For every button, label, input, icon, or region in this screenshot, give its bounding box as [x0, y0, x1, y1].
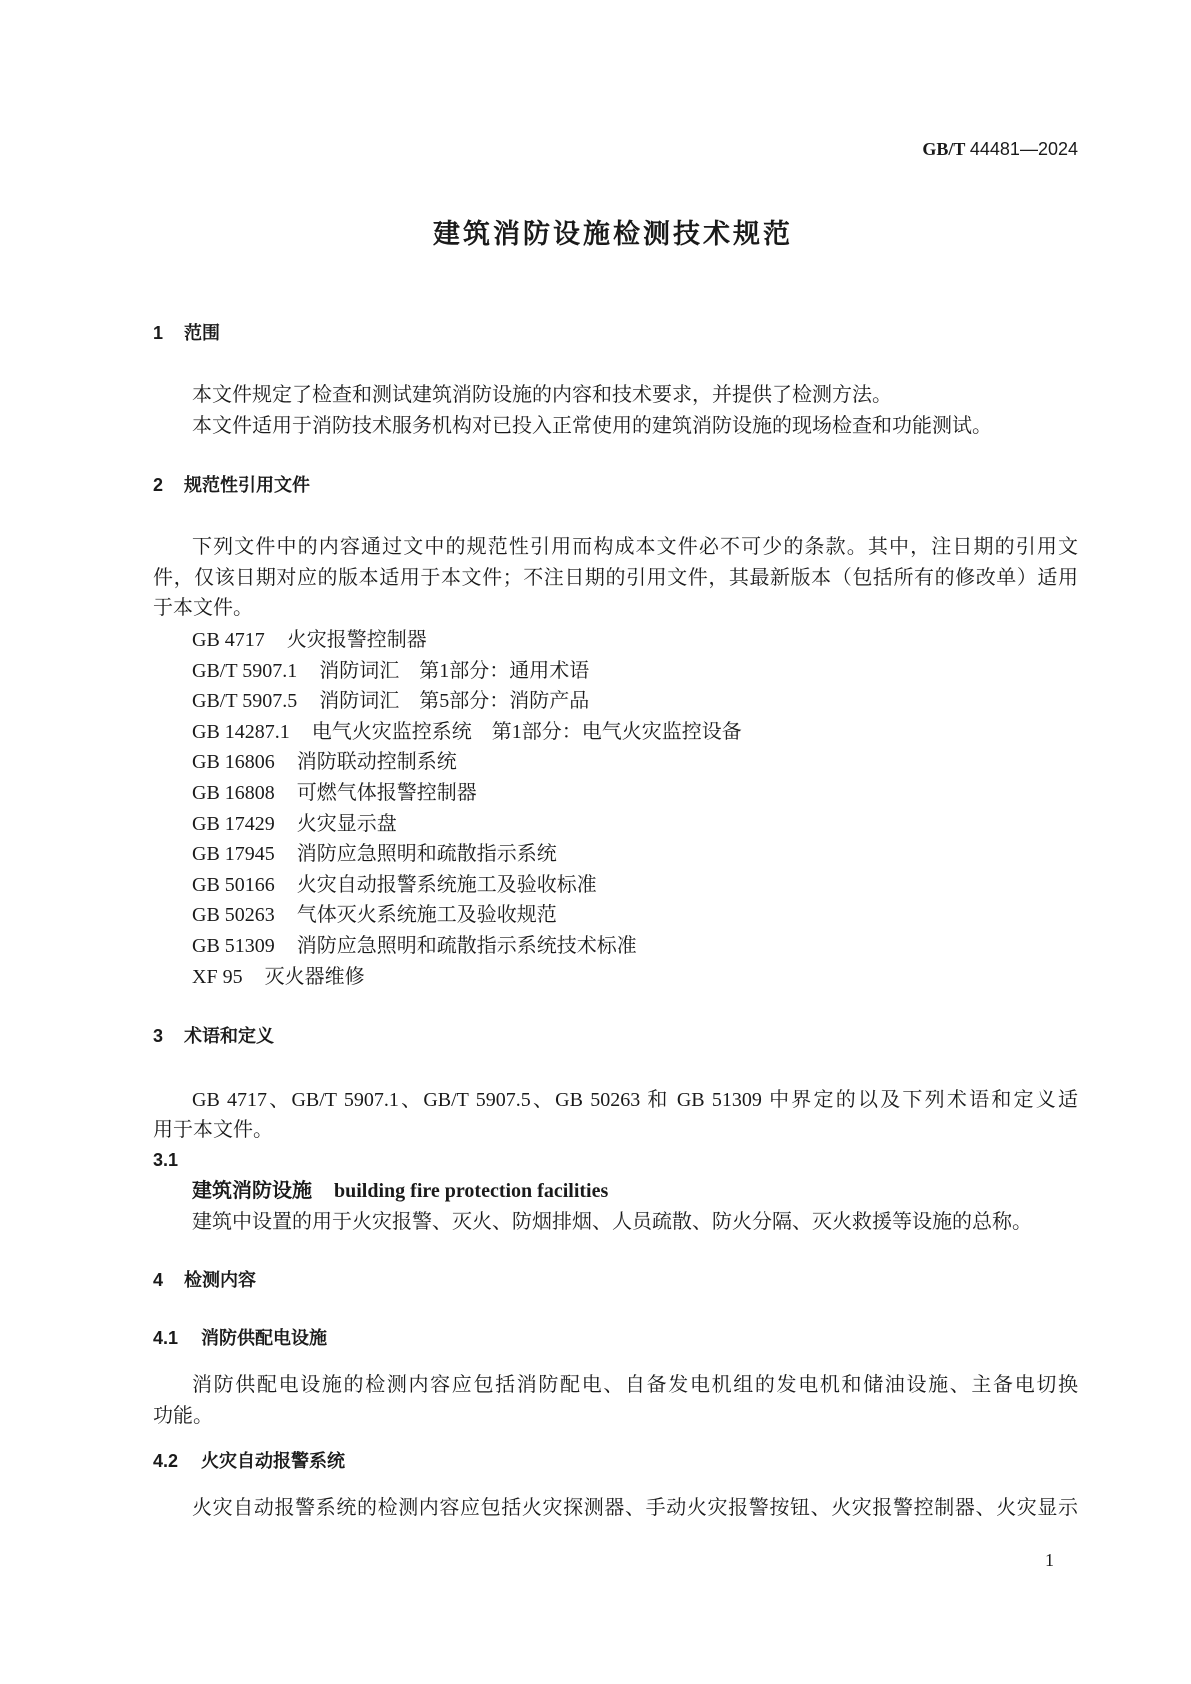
- section-heading-1: [153, 321, 220, 345]
- subsection-heading-4-2: [153, 1449, 345, 1473]
- paragraph-line: 功能。: [153, 1405, 213, 1427]
- reference-item: [192, 659, 589, 683]
- reference-code: GB 51309: [192, 935, 275, 957]
- reference-code: GB 50166: [192, 873, 275, 896]
- paragraph-line: 件，仅该日期对应的版本适用于本文件；不注日期的引用文件，其最新版本（包括所有的修改单）适用: [153, 567, 1078, 589]
- reference-title: 火灾报警控制器: [286, 629, 427, 651]
- reference-code: GB 17429: [192, 812, 275, 835]
- section-heading-4: [153, 1268, 256, 1292]
- subsection-heading-4-1: [153, 1326, 327, 1350]
- reference-item: [192, 812, 397, 836]
- paragraph-line: 下列文件中的内容通过文中的规范性引用而构成本文件必不可少的条款。其中，注日期的引用文: [192, 536, 1078, 558]
- reference-title: 电气火灾监控系统 第1部分：电气火灾监控设备: [311, 720, 742, 743]
- term-number: 3.1: [153, 1150, 179, 1170]
- reference-title: 可燃气体报警控制器: [296, 782, 477, 804]
- reference-item: [192, 781, 477, 805]
- reference-title: 灭火器维修: [264, 965, 365, 988]
- reference-code: GB 16808: [192, 782, 275, 804]
- paragraph-line: 火灾自动报警系统的检测内容应包括火灾探测器、手动火灾报警按钮、火灾报警控制器、火灾显示: [192, 1497, 1078, 1519]
- reference-item: [192, 750, 457, 774]
- reference-code: GB/T 5907.5: [192, 690, 298, 713]
- reference-code: GB 14287.1: [192, 720, 290, 743]
- section-number: 4: [153, 1270, 164, 1290]
- reference-code: GB 4717: [192, 629, 265, 651]
- reference-code: GB 50263: [192, 904, 275, 927]
- section-number: 3: [153, 1026, 164, 1046]
- reference-item: [192, 965, 365, 989]
- paragraph: 本文件适用于消防技术服务机构对已投入正常使用的建筑消防设施的现场检查和功能测试。: [192, 415, 992, 437]
- paragraph-line: 于本文件。: [153, 597, 253, 619]
- reference-code: GB 16806: [192, 751, 275, 774]
- reference-item: [192, 903, 557, 927]
- reference-code: GB 17945: [192, 843, 275, 866]
- reference-code: XF 95: [192, 965, 243, 988]
- section-heading-2: [153, 473, 310, 497]
- section-title: 范围: [184, 323, 220, 343]
- term-english: building fire protection facilities: [334, 1180, 609, 1202]
- reference-item: [192, 842, 557, 866]
- reference-item: [192, 689, 589, 713]
- reference-title: 消防应急照明和疏散指示系统: [296, 843, 557, 866]
- reference-item: [192, 628, 427, 652]
- reference-title: 消防词汇 第1部分：通用术语: [319, 659, 590, 682]
- page-title: 建筑消防设施检测技术规范: [433, 219, 793, 249]
- paragraph-line: GB 4717、GB/T 5907.1、GB/T 5907.5、GB 50263 和 GB 51309 中界定的以及下列术语和定义适: [192, 1089, 1078, 1111]
- section-heading-3: [153, 1024, 274, 1048]
- subsection-title: 消防供配电设施: [201, 1328, 327, 1348]
- subsection-title: 火灾自动报警系统: [201, 1451, 345, 1471]
- section-title: 规范性引用文件: [184, 475, 310, 495]
- reference-item: [192, 873, 597, 897]
- paragraph: 本文件规定了检查和测试建筑消防设施的内容和技术要求，并提供了检测方法。: [192, 384, 892, 406]
- reference-title: 火灾显示盘: [296, 812, 397, 835]
- standard-number: 44481—2024: [969, 139, 1078, 159]
- document-code: [922, 137, 1078, 161]
- subsection-number: 4.1: [153, 1328, 179, 1348]
- section-number: 2: [153, 475, 164, 495]
- term-definition: 建筑中设置的用于火灾报警、灭火、防烟排烟、人员疏散、防火分隔、灭火救援等设施的总称。: [192, 1211, 1032, 1233]
- term-entry: [192, 1179, 608, 1203]
- reference-title: 火灾自动报警系统施工及验收标准: [296, 873, 597, 896]
- subsection-number: 4.2: [153, 1451, 179, 1471]
- reference-title: 消防联动控制系统: [296, 751, 457, 774]
- reference-item: [192, 720, 742, 744]
- reference-title: 消防应急照明和疏散指示系统技术标准: [296, 935, 637, 957]
- reference-title: 消防词汇 第5部分：消防产品: [319, 690, 590, 713]
- reference-code: GB/T 5907.1: [192, 659, 298, 682]
- standard-prefix: GB/T: [922, 139, 966, 159]
- section-title: 术语和定义: [184, 1026, 274, 1046]
- reference-title: 气体灭火系统施工及验收规范: [296, 904, 557, 927]
- paragraph-line: 消防供配电设施的检测内容应包括消防配电、自备发电机组的发电机和储油设施、主备电切换: [192, 1374, 1078, 1396]
- paragraph-line: 用于本文件。: [153, 1119, 273, 1141]
- term-chinese: 建筑消防设施: [192, 1180, 312, 1202]
- reference-item: [192, 934, 637, 958]
- section-number: 1: [153, 323, 164, 343]
- page-number: 1: [1045, 1550, 1054, 1570]
- section-title: 检测内容: [184, 1270, 256, 1290]
